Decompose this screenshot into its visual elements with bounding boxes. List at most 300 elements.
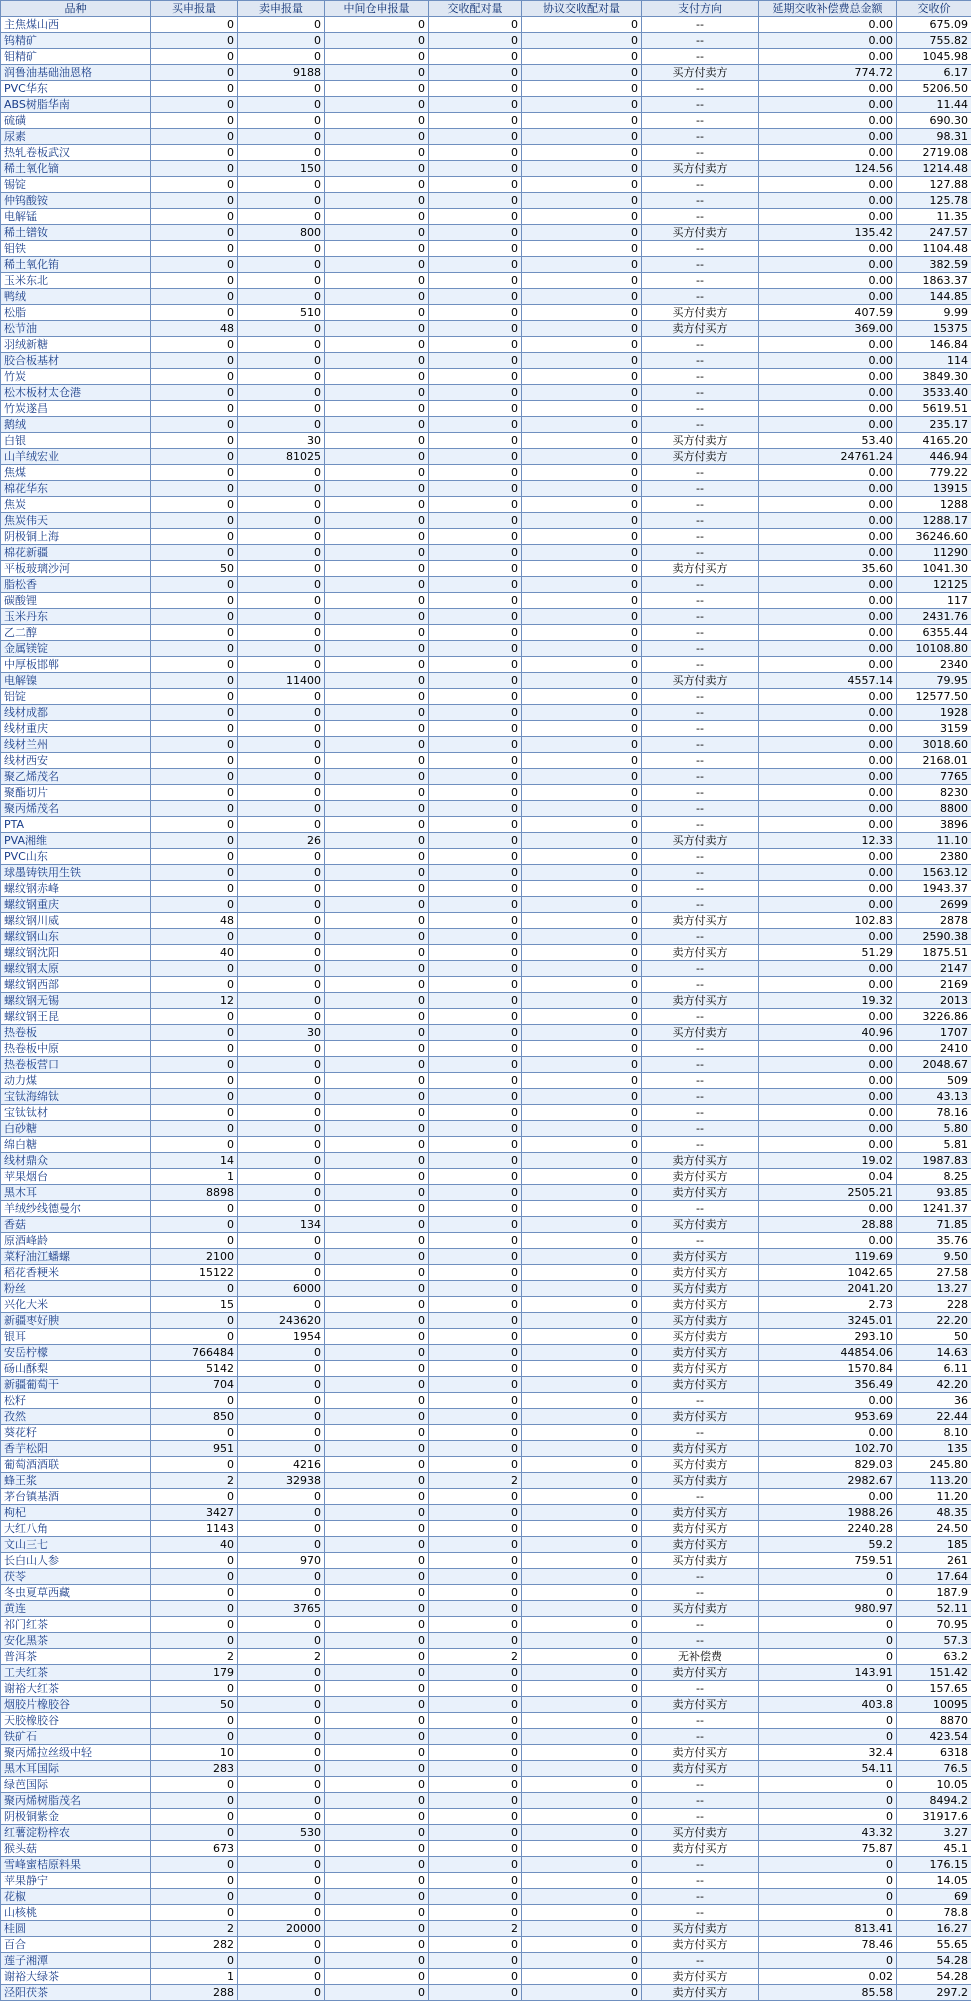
col-variety-cell: ABS树脂华南 xyxy=(1,97,151,113)
col-agreement-qty-cell: 0 xyxy=(522,1361,642,1377)
col-agreement-qty-cell: 0 xyxy=(522,593,642,609)
col-agreement-qty-cell: 0 xyxy=(522,97,642,113)
col-pay-direction-cell: -- xyxy=(642,625,759,641)
col-variety-cell: 尿素 xyxy=(1,129,151,145)
col-buy-qty-cell: 0 xyxy=(151,273,238,289)
table-row xyxy=(1,753,971,769)
col-agreement-qty-cell: 0 xyxy=(522,833,642,849)
col-pay-direction-cell: -- xyxy=(642,641,759,657)
col-pay-direction-cell: 买方付卖方 xyxy=(642,1553,759,1569)
col-mid-qty-cell: 0 xyxy=(325,433,429,449)
col-compensation-cell: 980.97 xyxy=(759,1601,897,1617)
col-buy-qty-cell: 0 xyxy=(151,113,238,129)
col-compensation-cell: 0.00 xyxy=(759,705,897,721)
col-pay-direction-cell: 卖方付买方 xyxy=(642,1377,759,1393)
col-agreement-qty-cell: 0 xyxy=(522,1233,642,1249)
col-agreement-qty-cell: 0 xyxy=(522,1697,642,1713)
col-compensation-cell: 135.42 xyxy=(759,225,897,241)
col-mid-qty-cell: 0 xyxy=(325,1761,429,1777)
col-match-qty-cell: 0 xyxy=(429,1041,522,1057)
col-agreement-qty-cell: 0 xyxy=(522,1729,642,1745)
col-match-qty-cell: 0 xyxy=(429,321,522,337)
col-match-qty-cell: 0 xyxy=(429,625,522,641)
col-buy-qty-cell: 0 xyxy=(151,641,238,657)
col-compensation-cell: 0 xyxy=(759,1617,897,1633)
col-agreement-qty-cell: 0 xyxy=(522,385,642,401)
col-match-qty-cell: 0 xyxy=(429,1009,522,1025)
col-pay-direction-cell: 卖方付买方 xyxy=(642,1537,759,1553)
col-pay-direction-cell: 买方付卖方 xyxy=(642,1457,759,1473)
col-sell-qty-cell: 0 xyxy=(238,1537,325,1553)
col-agreement-qty-cell: 0 xyxy=(522,337,642,353)
col-mid-qty-cell: 0 xyxy=(325,1777,429,1793)
col-pay-direction-cell: -- xyxy=(642,193,759,209)
col-compensation-cell: 0.00 xyxy=(759,577,897,593)
col-compensation-cell: 102.83 xyxy=(759,913,897,929)
col-match-qty-cell: 0 xyxy=(429,1441,522,1457)
col-match-qty-cell: 0 xyxy=(429,1329,522,1345)
col-sell-qty-cell: 0 xyxy=(238,961,325,977)
col-pay-direction-cell: -- xyxy=(642,865,759,881)
table-row xyxy=(1,1281,971,1297)
col-compensation-cell: 407.59 xyxy=(759,305,897,321)
col-sell-qty-cell: 0 xyxy=(238,1841,325,1857)
col-pay-direction-cell: -- xyxy=(642,97,759,113)
col-compensation-cell: 0.00 xyxy=(759,113,897,129)
col-mid-qty-cell: 0 xyxy=(325,609,429,625)
col-buy-qty-cell: 0 xyxy=(151,721,238,737)
table-row xyxy=(1,561,971,577)
col-pay-direction-cell: -- xyxy=(642,113,759,129)
col-match-qty-cell: 0 xyxy=(429,737,522,753)
col-match-qty-cell: 0 xyxy=(429,817,522,833)
col-sell-qty-cell: 0 xyxy=(238,1297,325,1313)
col-variety-cell: 螺纹钢重庆 xyxy=(1,897,151,913)
table-row xyxy=(1,1169,971,1185)
col-match-qty-cell: 0 xyxy=(429,1809,522,1825)
col-mid-qty-cell: 0 xyxy=(325,1985,429,2001)
col-delivery-price-cell: 6.17 xyxy=(897,65,971,81)
col-agreement-qty-cell: 0 xyxy=(522,289,642,305)
col-sell-qty-cell: 20000 xyxy=(238,1921,325,1937)
col-buy-qty-header: 买申报量 xyxy=(151,1,238,17)
col-compensation-cell: 0 xyxy=(759,1729,897,1745)
col-variety-cell: 蜂王浆 xyxy=(1,1473,151,1489)
col-buy-qty-cell: 0 xyxy=(151,81,238,97)
col-sell-qty-cell: 0 xyxy=(238,385,325,401)
col-compensation-cell: 0.00 xyxy=(759,1073,897,1089)
col-mid-qty-cell: 0 xyxy=(325,529,429,545)
col-pay-direction-cell: -- xyxy=(642,609,759,625)
col-compensation-cell: 0 xyxy=(759,1953,897,1969)
col-buy-qty-cell: 0 xyxy=(151,1857,238,1873)
col-delivery-price-cell: 22.20 xyxy=(897,1313,971,1329)
col-mid-qty-cell: 0 xyxy=(325,753,429,769)
col-mid-qty-cell: 0 xyxy=(325,1697,429,1713)
col-compensation-cell: 19.02 xyxy=(759,1153,897,1169)
col-agreement-qty-cell: 0 xyxy=(522,1905,642,1921)
col-compensation-cell: 2240.28 xyxy=(759,1521,897,1537)
col-pay-direction-cell: -- xyxy=(642,1137,759,1153)
col-delivery-price-cell: 125.78 xyxy=(897,193,971,209)
col-sell-qty-cell: 81025 xyxy=(238,449,325,465)
col-buy-qty-cell: 0 xyxy=(151,257,238,273)
col-buy-qty-cell: 0 xyxy=(151,1633,238,1649)
col-match-qty-cell: 0 xyxy=(429,1953,522,1969)
col-sell-qty-cell: 0 xyxy=(238,17,325,33)
col-mid-qty-cell: 0 xyxy=(325,561,429,577)
col-agreement-qty-cell: 0 xyxy=(522,1073,642,1089)
col-buy-qty-cell: 0 xyxy=(151,497,238,513)
col-mid-qty-cell: 0 xyxy=(325,81,429,97)
col-match-qty-cell: 0 xyxy=(429,401,522,417)
col-sell-qty-cell: 32938 xyxy=(238,1473,325,1489)
table-row xyxy=(1,1489,971,1505)
col-sell-qty-cell: 0 xyxy=(238,401,325,417)
col-pay-direction-cell: -- xyxy=(642,849,759,865)
col-sell-qty-cell: 0 xyxy=(238,97,325,113)
col-delivery-price-cell: 8230 xyxy=(897,785,971,801)
col-mid-qty-cell: 0 xyxy=(325,1249,429,1265)
col-buy-qty-cell: 0 xyxy=(151,433,238,449)
col-mid-qty-cell: 0 xyxy=(325,209,429,225)
col-match-qty-cell: 0 xyxy=(429,449,522,465)
col-buy-qty-cell: 0 xyxy=(151,1953,238,1969)
col-mid-qty-cell: 0 xyxy=(325,273,429,289)
col-mid-qty-cell: 0 xyxy=(325,353,429,369)
table-row xyxy=(1,1313,971,1329)
col-mid-qty-cell: 0 xyxy=(325,785,429,801)
col-delivery-price-cell: 779.22 xyxy=(897,465,971,481)
col-compensation-cell: 0.00 xyxy=(759,1233,897,1249)
col-buy-qty-cell: 0 xyxy=(151,417,238,433)
col-delivery-price-cell: 2878 xyxy=(897,913,971,929)
col-delivery-price-cell: 157.65 xyxy=(897,1681,971,1697)
col-delivery-price-cell: 8870 xyxy=(897,1713,971,1729)
table-row xyxy=(1,897,971,913)
col-agreement-qty-cell: 0 xyxy=(522,1057,642,1073)
col-agreement-qty-cell: 0 xyxy=(522,1313,642,1329)
col-mid-qty-cell: 0 xyxy=(325,737,429,753)
col-pay-direction-cell: 卖方付买方 xyxy=(642,1521,759,1537)
col-pay-direction-cell: -- xyxy=(642,497,759,513)
col-mid-qty-cell: 0 xyxy=(325,721,429,737)
col-match-qty-cell: 0 xyxy=(429,481,522,497)
col-delivery-price-cell: 117 xyxy=(897,593,971,609)
col-mid-qty-cell: 0 xyxy=(325,1809,429,1825)
col-sell-qty-cell: 510 xyxy=(238,305,325,321)
col-buy-qty-cell: 0 xyxy=(151,657,238,673)
col-agreement-qty-cell: 0 xyxy=(522,1409,642,1425)
col-agreement-qty-cell: 0 xyxy=(522,1473,642,1489)
col-delivery-price-cell: 42.20 xyxy=(897,1377,971,1393)
col-match-qty-cell: 0 xyxy=(429,193,522,209)
col-mid-qty-cell: 0 xyxy=(325,1137,429,1153)
col-sell-qty-cell: 0 xyxy=(238,769,325,785)
col-sell-qty-cell: 1954 xyxy=(238,1329,325,1345)
col-delivery-price-cell: 1214.48 xyxy=(897,161,971,177)
col-compensation-cell: 1988.26 xyxy=(759,1505,897,1521)
col-buy-qty-cell: 0 xyxy=(151,177,238,193)
col-pay-direction-cell: -- xyxy=(642,145,759,161)
col-sell-qty-cell: 0 xyxy=(238,1169,325,1185)
col-pay-direction-cell: -- xyxy=(642,1009,759,1025)
col-match-qty-cell: 0 xyxy=(429,929,522,945)
col-compensation-cell: 0.00 xyxy=(759,289,897,305)
table-row xyxy=(1,513,971,529)
col-match-qty-cell: 0 xyxy=(429,1553,522,1569)
col-agreement-qty-cell: 0 xyxy=(522,65,642,81)
col-pay-direction-cell: -- xyxy=(642,801,759,817)
col-mid-qty-cell: 0 xyxy=(325,1313,429,1329)
col-mid-qty-cell: 0 xyxy=(325,577,429,593)
col-sell-qty-cell: 0 xyxy=(238,1729,325,1745)
col-match-qty-cell: 0 xyxy=(429,1697,522,1713)
col-variety-cell: 冬虫夏草西藏 xyxy=(1,1585,151,1601)
col-delivery-price-cell: 57.3 xyxy=(897,1633,971,1649)
col-delivery-price-cell: 1288.17 xyxy=(897,513,971,529)
table-row xyxy=(1,1617,971,1633)
col-buy-qty-cell: 0 xyxy=(151,1601,238,1617)
col-delivery-price-cell: 12577.50 xyxy=(897,689,971,705)
col-pay-direction-cell: -- xyxy=(642,705,759,721)
col-variety-cell: 球墨铸铁用生铁 xyxy=(1,865,151,881)
col-delivery-price-cell: 17.64 xyxy=(897,1569,971,1585)
col-mid-qty-cell: 0 xyxy=(325,1217,429,1233)
table-row xyxy=(1,1057,971,1073)
col-buy-qty-cell: 0 xyxy=(151,209,238,225)
col-agreement-qty-cell: 0 xyxy=(522,1937,642,1953)
col-match-qty-cell: 0 xyxy=(429,673,522,689)
col-variety-cell: 稻花香粳米 xyxy=(1,1265,151,1281)
col-delivery-price-cell: 11290 xyxy=(897,545,971,561)
col-mid-qty-cell: 0 xyxy=(325,1057,429,1073)
col-compensation-cell: 0 xyxy=(759,1793,897,1809)
col-compensation-cell: 0 xyxy=(759,1889,897,1905)
col-agreement-qty-cell: 0 xyxy=(522,1617,642,1633)
col-pay-direction-cell: -- xyxy=(642,753,759,769)
col-pay-direction-cell: -- xyxy=(642,33,759,49)
col-variety-cell: 脂松香 xyxy=(1,577,151,593)
col-pay-direction-cell: 买方付卖方 xyxy=(642,1329,759,1345)
col-buy-qty-cell: 0 xyxy=(151,65,238,81)
col-buy-qty-cell: 0 xyxy=(151,481,238,497)
col-compensation-cell: 24761.24 xyxy=(759,449,897,465)
col-variety-cell: 猴头菇 xyxy=(1,1841,151,1857)
col-buy-qty-cell: 0 xyxy=(151,1057,238,1073)
col-mid-qty-cell: 0 xyxy=(325,817,429,833)
col-compensation-cell: 0.00 xyxy=(759,81,897,97)
col-mid-qty-cell: 0 xyxy=(325,1681,429,1697)
col-agreement-qty-cell: 0 xyxy=(522,1201,642,1217)
col-pay-direction-cell: 卖方付买方 xyxy=(642,1745,759,1761)
table-row xyxy=(1,385,971,401)
table-row xyxy=(1,1345,971,1361)
table-row xyxy=(1,401,971,417)
col-match-qty-cell: 0 xyxy=(429,1873,522,1889)
col-compensation-cell: 0.00 xyxy=(759,481,897,497)
col-delivery-price-cell: 15375 xyxy=(897,321,971,337)
col-buy-qty-cell: 0 xyxy=(151,769,238,785)
col-delivery-price-cell: 3226.86 xyxy=(897,1009,971,1025)
col-compensation-cell: 953.69 xyxy=(759,1409,897,1425)
col-match-qty-cell: 0 xyxy=(429,17,522,33)
col-compensation-cell: 2041.20 xyxy=(759,1281,897,1297)
col-mid-qty-cell: 0 xyxy=(325,1969,429,1985)
col-variety-cell: 焦煤 xyxy=(1,465,151,481)
col-delivery-price-cell: 16.27 xyxy=(897,1921,971,1937)
col-sell-qty-cell: 0 xyxy=(238,881,325,897)
col-buy-qty-cell: 48 xyxy=(151,321,238,337)
table-row xyxy=(1,1713,971,1729)
col-variety-cell: 雪峰蜜桔原料果 xyxy=(1,1857,151,1873)
col-sell-qty-cell: 0 xyxy=(238,1105,325,1121)
col-mid-qty-cell: 0 xyxy=(325,1841,429,1857)
col-buy-qty-cell: 0 xyxy=(151,1889,238,1905)
col-buy-qty-cell: 2 xyxy=(151,1473,238,1489)
col-pay-direction-cell: -- xyxy=(642,1057,759,1073)
col-variety-cell: 线材兰州 xyxy=(1,737,151,753)
table-row xyxy=(1,1873,971,1889)
col-agreement-qty-cell: 0 xyxy=(522,49,642,65)
col-compensation-cell: 0.00 xyxy=(759,1009,897,1025)
col-compensation-cell: 59.2 xyxy=(759,1537,897,1553)
col-variety-cell: 焦炭 xyxy=(1,497,151,513)
col-sell-qty-cell: 0 xyxy=(238,321,325,337)
col-sell-qty-cell: 134 xyxy=(238,1217,325,1233)
col-pay-direction-cell: -- xyxy=(642,49,759,65)
col-variety-cell: 棉花新疆 xyxy=(1,545,151,561)
col-buy-qty-cell: 50 xyxy=(151,1697,238,1713)
col-pay-direction-cell: 无补偿费 xyxy=(642,1649,759,1665)
col-compensation-cell: 0.00 xyxy=(759,177,897,193)
col-mid-qty-cell: 0 xyxy=(325,993,429,1009)
col-agreement-qty-cell: 0 xyxy=(522,1441,642,1457)
col-match-qty-cell: 2 xyxy=(429,1921,522,1937)
table-row xyxy=(1,881,971,897)
col-agreement-qty-cell: 0 xyxy=(522,1889,642,1905)
col-compensation-cell: 774.72 xyxy=(759,65,897,81)
col-variety-cell: 鹅绒 xyxy=(1,417,151,433)
col-mid-qty-cell: 0 xyxy=(325,465,429,481)
col-buy-qty-cell: 0 xyxy=(151,337,238,353)
col-variety-cell: 螺纹钢沈阳 xyxy=(1,945,151,961)
col-buy-qty-cell: 0 xyxy=(151,753,238,769)
col-match-qty-cell: 0 xyxy=(429,913,522,929)
col-buy-qty-cell: 0 xyxy=(151,513,238,529)
col-agreement-qty-cell: 0 xyxy=(522,1153,642,1169)
col-sell-qty-cell: 0 xyxy=(238,1713,325,1729)
col-pay-direction-cell: -- xyxy=(642,897,759,913)
table-row xyxy=(1,769,971,785)
col-compensation-cell: 2505.21 xyxy=(759,1185,897,1201)
col-agreement-qty-cell: 0 xyxy=(522,577,642,593)
table-row xyxy=(1,225,971,241)
col-mid-qty-cell: 0 xyxy=(325,1377,429,1393)
col-variety-cell: 螺纹钢川威 xyxy=(1,913,151,929)
col-agreement-qty-cell: 0 xyxy=(522,849,642,865)
col-mid-qty-cell: 0 xyxy=(325,1633,429,1649)
col-sell-qty-cell: 0 xyxy=(238,1777,325,1793)
table-row xyxy=(1,1441,971,1457)
col-pay-direction-cell: 卖方付买方 xyxy=(642,1697,759,1713)
col-variety-cell: 绵白糖 xyxy=(1,1137,151,1153)
table-row xyxy=(1,1889,971,1905)
col-delivery-price-cell: 1104.48 xyxy=(897,241,971,257)
col-buy-qty-cell: 14 xyxy=(151,1153,238,1169)
col-delivery-price-cell: 446.94 xyxy=(897,449,971,465)
col-mid-qty-cell: 0 xyxy=(325,1921,429,1937)
col-mid-qty-cell: 0 xyxy=(325,1665,429,1681)
table-row xyxy=(1,737,971,753)
col-compensation-cell: 0.00 xyxy=(759,897,897,913)
table-row xyxy=(1,481,971,497)
col-variety-cell: 动力煤 xyxy=(1,1073,151,1089)
col-delivery-price-cell: 48.35 xyxy=(897,1505,971,1521)
col-compensation-cell: 0.00 xyxy=(759,33,897,49)
col-agreement-qty-cell: 0 xyxy=(522,1521,642,1537)
table-row xyxy=(1,1009,971,1025)
col-agreement-qty-cell: 0 xyxy=(522,1297,642,1313)
col-variety-cell: 螺纹钢王昆 xyxy=(1,1009,151,1025)
col-agreement-qty-cell: 0 xyxy=(522,785,642,801)
col-variety-cell: 山羊绒宏业 xyxy=(1,449,151,465)
col-buy-qty-cell: 0 xyxy=(151,1073,238,1089)
col-buy-qty-cell: 282 xyxy=(151,1937,238,1953)
col-mid-qty-cell: 0 xyxy=(325,1569,429,1585)
table-row xyxy=(1,801,971,817)
col-compensation-cell: 0.00 xyxy=(759,417,897,433)
col-variety-cell: 钨精矿 xyxy=(1,33,151,49)
col-pay-direction-cell: -- xyxy=(642,1633,759,1649)
col-mid-qty-cell: 0 xyxy=(325,1009,429,1025)
col-compensation-cell: 0 xyxy=(759,1873,897,1889)
col-delivery-price-cell: 9.99 xyxy=(897,305,971,321)
col-delivery-price-cell: 8.25 xyxy=(897,1169,971,1185)
col-variety-cell: 电解锰 xyxy=(1,209,151,225)
col-mid-qty-cell: 0 xyxy=(325,769,429,785)
col-buy-qty-cell: 0 xyxy=(151,705,238,721)
col-agreement-qty-cell: 0 xyxy=(522,1713,642,1729)
col-match-qty-cell: 0 xyxy=(429,1905,522,1921)
col-mid-qty-cell: 0 xyxy=(325,113,429,129)
col-pay-direction-cell: -- xyxy=(642,1425,759,1441)
col-delivery-price-cell: 13915 xyxy=(897,481,971,497)
col-delivery-price-cell: 423.54 xyxy=(897,1729,971,1745)
table-row xyxy=(1,1633,971,1649)
col-delivery-price-cell: 54.28 xyxy=(897,1953,971,1969)
col-buy-qty-cell: 0 xyxy=(151,609,238,625)
col-buy-qty-cell: 0 xyxy=(151,449,238,465)
col-agreement-qty-cell: 0 xyxy=(522,977,642,993)
col-pay-direction-cell: -- xyxy=(642,657,759,673)
col-match-qty-cell: 0 xyxy=(429,705,522,721)
col-sell-qty-cell: 0 xyxy=(238,1505,325,1521)
col-pay-direction-cell: -- xyxy=(642,1729,759,1745)
col-match-qty-cell: 0 xyxy=(429,545,522,561)
col-agreement-qty-cell: 0 xyxy=(522,1137,642,1153)
col-delivery-price-cell: 2719.08 xyxy=(897,145,971,161)
col-delivery-price-cell: 78.8 xyxy=(897,1905,971,1921)
col-pay-direction-cell: 买方付卖方 xyxy=(642,1025,759,1041)
col-delivery-price-cell: 2340 xyxy=(897,657,971,673)
col-variety-cell: PVA湘维 xyxy=(1,833,151,849)
col-sell-qty-cell: 0 xyxy=(238,737,325,753)
col-compensation-cell: 43.32 xyxy=(759,1825,897,1841)
col-buy-qty-cell: 1 xyxy=(151,1969,238,1985)
col-delivery-price-cell: 1928 xyxy=(897,705,971,721)
col-sell-qty-cell: 0 xyxy=(238,209,325,225)
